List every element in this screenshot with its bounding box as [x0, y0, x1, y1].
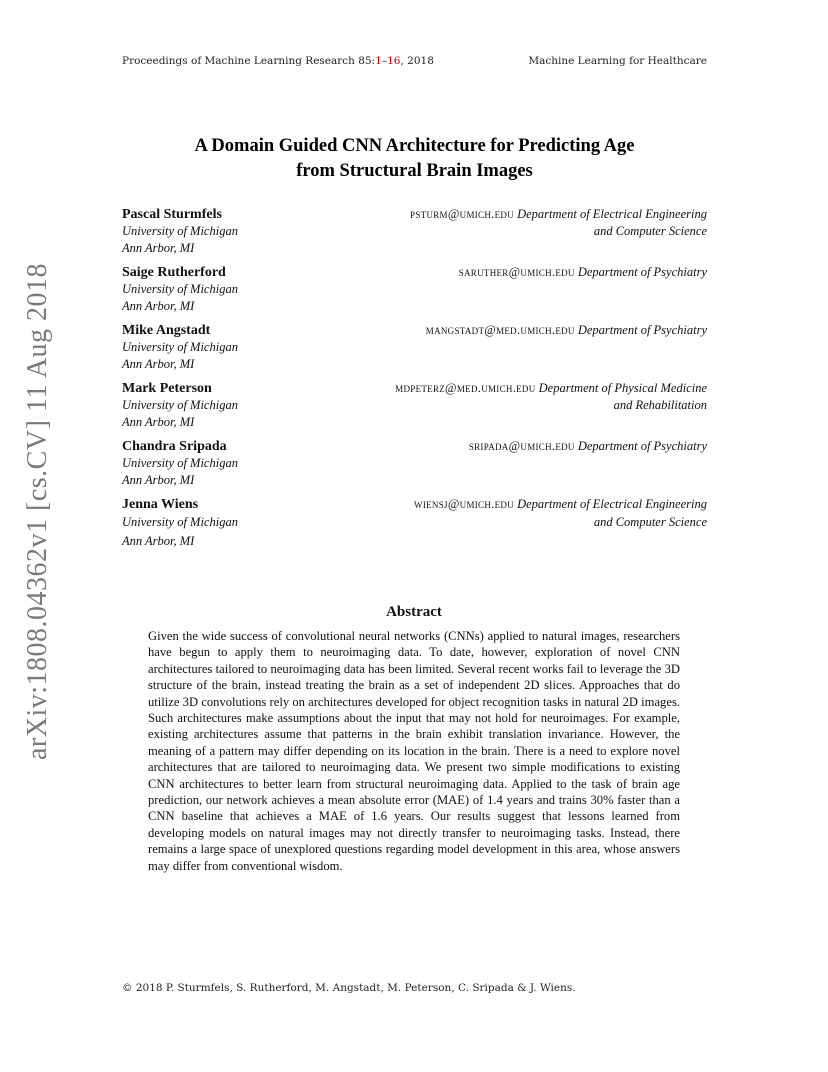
author-department: Department of Electrical Engineering	[517, 207, 707, 221]
author-name: Pascal Sturmfels	[122, 207, 222, 222]
author-university: University of Michigan	[122, 282, 238, 296]
author-department-cont: and Computer Science	[593, 514, 707, 529]
copyright-footer: © 2018 P. Sturmfels, S. Rutherford, M. Angstadt, M. Peterson, C. Sripada & J. Wiens.	[122, 982, 576, 994]
author-department: Department of Psychiatry	[577, 323, 707, 337]
arxiv-stamp: arXiv:1808.04362v1 [cs.CV] 11 Aug 2018	[22, 262, 53, 760]
author-location: Ann Arbor, MI	[122, 414, 195, 429]
author-email[interactable]: saruther@umich.edu	[458, 265, 575, 279]
page-end-link[interactable]: 16	[387, 55, 401, 67]
author-location: Ann Arbor, MI	[122, 356, 195, 371]
author-list	[122, 206, 707, 559]
author-name: Chandra Sripada	[122, 439, 227, 454]
author-location: Ann Arbor, MI	[122, 472, 195, 487]
abstract-text: Given the wide success of convolutional neural networks (CNNs) applied to natural images, researchers have begun to apply them to neuroimaging data. To date, however, exploration of novel CNN architectures tailored to neuroimaging data has been limited. Several recent works fail to leverage the 3D structure of the brain, instead treating the brain as a set of independent 2D slices. Approaches that do utilize 3D convolutions rely on architectures developed for object recognition tasks in natural 2D images. Such architectures make assumptions about the input that may not hold for neuroimages. For example, existing architectures assume that patterns in the brain exhibit translation invariance. However, the meaning of a pattern may differ depending on its location in the brain. There is a need to explore novel architectures that are tailored to neuroimaging data. We present two simple modifications to existing CNN architectures to better learn from structural neuroimaging data. Applied to the task of brain age prediction, our network achieves a mean absolute error (MAE) of 1.4 years and trains 30% faster than a CNN baseline that achieves a MAE of 1.6 years. Our results suggest that lessons learned from developing models on natural images may not directly transfer to neuroimaging tasks. Instead, there remains a large space of unexplored questions regarding model development in this area, whose answers may differ from conventional wisdom.	[148, 629, 680, 873]
author-university: University of Michigan	[122, 340, 238, 354]
author-university: University of Michigan	[122, 398, 238, 412]
author-name: Saige Rutherford	[122, 265, 226, 280]
author-block	[122, 380, 707, 430]
author-block	[122, 438, 707, 488]
running-header	[122, 55, 707, 67]
venue-name: Machine Learning for Healthcare	[528, 55, 707, 67]
author-block	[122, 322, 707, 372]
author-email[interactable]: wiensj@umich.edu	[414, 497, 514, 511]
author-department: Department of Psychiatry	[577, 439, 707, 453]
author-email[interactable]: mangstadt@med.umich.edu	[425, 323, 575, 337]
page-start-link[interactable]: 1	[375, 55, 382, 67]
author-name: Mike Angstadt	[122, 323, 211, 338]
journal-citation: Proceedings of Machine Learning Research 85:1–16, 2018	[122, 55, 434, 67]
author-university: University of Michigan	[122, 515, 238, 529]
abstract-heading: Abstract	[386, 604, 442, 620]
author-department: Department of Electrical Engineering	[517, 497, 707, 511]
author-block	[122, 264, 707, 314]
author-location: Ann Arbor, MI	[122, 298, 195, 313]
paper-title: A Domain Guided CNN Architecture for Predicting Age from Structural Brain Images	[194, 136, 635, 181]
author-university: University of Michigan	[122, 224, 238, 238]
author-name: Mark Peterson	[122, 381, 212, 396]
author-block	[122, 496, 707, 551]
author-name: Jenna Wiens	[122, 497, 199, 512]
author-email[interactable]: psturm@umich.edu	[410, 207, 514, 221]
author-department: Department of Physical Medicine	[538, 381, 707, 395]
author-department-cont: and Rehabilitation	[613, 397, 707, 412]
author-department: Department of Psychiatry	[577, 265, 707, 279]
author-university: University of Michigan	[122, 456, 238, 470]
author-block	[122, 206, 707, 256]
author-location: Ann Arbor, MI	[122, 534, 195, 548]
author-email[interactable]: sripada@umich.edu	[468, 439, 575, 453]
author-location: Ann Arbor, MI	[122, 240, 195, 255]
author-email[interactable]: mdpeterz@med.umich.edu	[395, 381, 536, 395]
author-department-cont: and Computer Science	[593, 223, 707, 238]
